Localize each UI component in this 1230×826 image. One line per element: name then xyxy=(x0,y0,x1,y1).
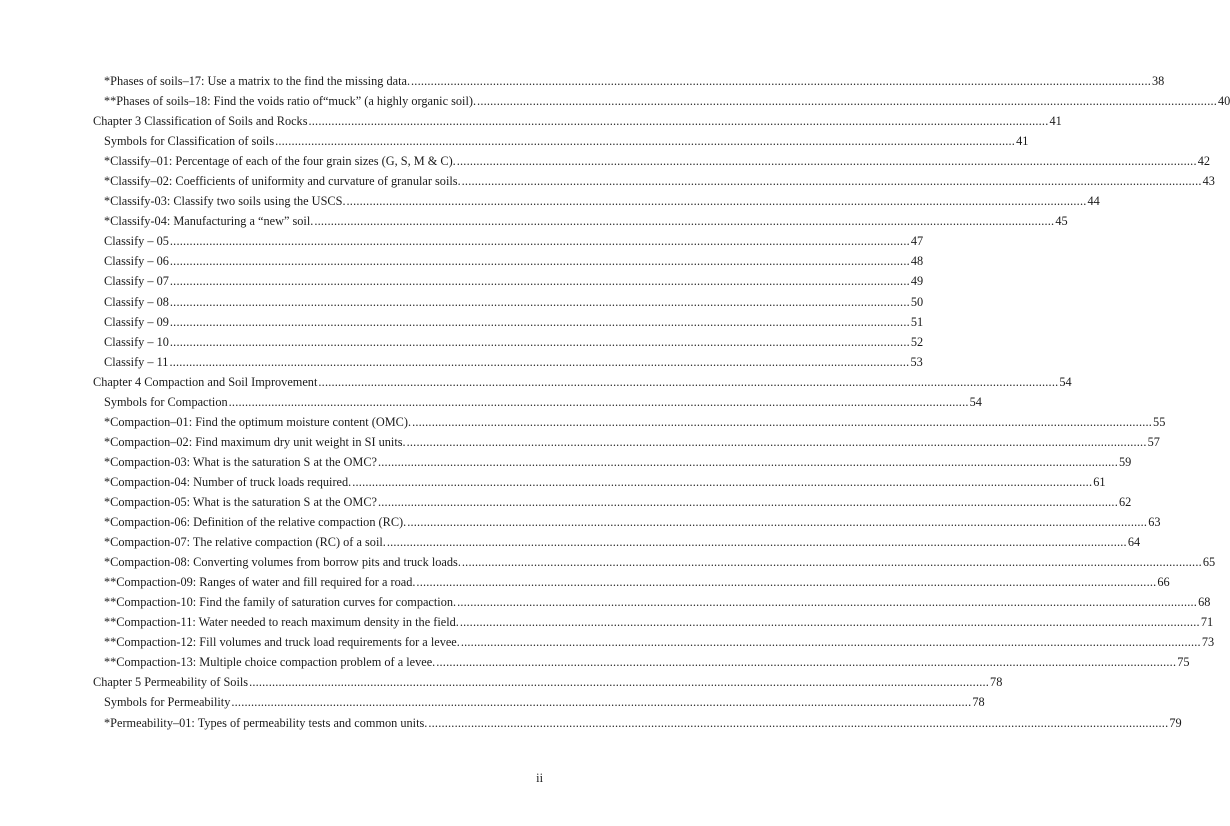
toc-entry-title: *Compaction-06: Definition of the relative compaction (RC). xyxy=(104,515,407,530)
toc-entry-title: *Compaction-08: Converting volumes from borrow pits and truck loads. xyxy=(104,555,461,570)
toc-entry-title: **Compaction-10: Find the family of saturation curves for compaction. xyxy=(104,595,457,610)
toc-section-entry[interactable] xyxy=(93,131,1029,151)
toc-dot-leader xyxy=(477,91,1217,111)
toc-entry-title: Classify – 11 xyxy=(104,354,169,369)
toc-dot-leader xyxy=(169,352,909,372)
toc-entry-page: 63 xyxy=(1148,515,1161,530)
toc-entry-page: 44 xyxy=(1087,194,1100,209)
toc-entry-page: 79 xyxy=(1169,715,1182,730)
toc-section-entry[interactable] xyxy=(93,713,1182,733)
toc-entry-page: 51 xyxy=(910,314,924,329)
toc-dot-leader xyxy=(170,251,910,271)
toc-entry-page: 75 xyxy=(1177,655,1190,670)
toc-entry-page: 73 xyxy=(1201,635,1215,650)
toc-chapter-entry[interactable] xyxy=(93,672,1003,692)
toc-dot-leader xyxy=(170,312,910,332)
toc-entry-title: *Classify–02: Coefficients of uniformity and curvature of granular soils. xyxy=(104,174,461,189)
toc-section-entry[interactable] xyxy=(93,292,924,312)
toc-entry-page: 59 xyxy=(1118,454,1132,469)
toc-section-entry[interactable] xyxy=(93,512,1161,532)
toc-entry-title: Classify – 05 xyxy=(104,234,169,249)
toc-entry-title: Chapter 3 Classification of Soils and Rocks xyxy=(93,114,308,129)
toc-section-entry[interactable] xyxy=(93,592,1211,612)
toc-section-entry[interactable] xyxy=(93,492,1132,512)
toc-section-entry[interactable] xyxy=(93,432,1160,452)
toc-dot-leader xyxy=(170,271,910,291)
toc-entry-title: *Compaction-05: What is the saturation S at the OMC? xyxy=(104,494,377,509)
toc-entry-page: 48 xyxy=(910,254,924,269)
toc-entry-page: 50 xyxy=(910,294,924,309)
toc-entry-title: **Compaction-12: Fill volumes and truck load requirements for a levee. xyxy=(104,635,460,650)
toc-section-entry[interactable] xyxy=(93,632,1215,652)
toc-section-entry[interactable] xyxy=(93,392,982,412)
toc-entry-page: 68 xyxy=(1198,595,1211,610)
toc-section-entry[interactable] xyxy=(93,452,1132,472)
toc-dot-leader xyxy=(407,432,1147,452)
toc-dot-leader xyxy=(352,472,1092,492)
toc-entry-title: Classify – 07 xyxy=(104,274,169,289)
toc-entry-title: Chapter 5 Permeability of Soils xyxy=(93,675,249,690)
toc-section-entry[interactable] xyxy=(93,472,1106,492)
toc-entry-page: 54 xyxy=(969,394,982,409)
toc-dot-leader xyxy=(231,692,971,712)
toc-entry-title: **Compaction-13: Multiple choice compaction problem of a levee. xyxy=(104,655,436,670)
toc-entry-title: *Phases of soils–17: Use a matrix to the find the missing data. xyxy=(104,74,411,88)
toc-dot-leader xyxy=(275,131,1015,151)
toc-entry-title: *Permeability–01: Types of permeability tests and common units. xyxy=(104,715,428,730)
toc-section-entry[interactable] xyxy=(93,251,924,271)
toc-entry-page: 52 xyxy=(910,334,924,349)
toc-entry-page: 61 xyxy=(1093,474,1106,489)
toc-entry-title: *Classify-03: Classify two soils using the USCS. xyxy=(104,194,346,209)
toc-dot-leader xyxy=(428,713,1168,733)
toc-dot-leader xyxy=(314,211,1054,231)
toc-dot-leader xyxy=(462,552,1202,572)
toc-section-entry[interactable] xyxy=(93,612,1214,632)
toc-entry-page: 38 xyxy=(1152,74,1165,88)
toc-section-entry[interactable] xyxy=(93,171,1215,191)
toc-section-entry[interactable] xyxy=(93,91,1230,111)
toc-entry-page: 78 xyxy=(990,675,1003,690)
toc-section-entry[interactable] xyxy=(93,532,1141,552)
toc-entry-page: 45 xyxy=(1055,214,1068,229)
toc-entry-page: 71 xyxy=(1200,615,1214,630)
toc-dot-leader xyxy=(378,452,1118,472)
toc-section-entry[interactable] xyxy=(93,332,924,352)
toc-entry-page: 54 xyxy=(1059,374,1072,389)
toc-entry-title: *Classify-04: Manufacturing a “new” soil. xyxy=(104,214,314,229)
page-number: ii xyxy=(536,771,543,785)
toc-entry-page: 66 xyxy=(1157,575,1170,590)
toc-section-entry[interactable] xyxy=(93,312,924,332)
toc-entry-page: 53 xyxy=(910,354,923,369)
toc-section-entry[interactable] xyxy=(93,412,1166,432)
toc-entry-page: 55 xyxy=(1153,414,1166,429)
toc-dot-leader xyxy=(387,532,1127,552)
toc-section-entry[interactable] xyxy=(93,191,1100,211)
toc-entry-page: 41 xyxy=(1016,134,1029,149)
toc-entry-page: 40 xyxy=(1218,94,1230,109)
toc-dot-leader xyxy=(170,292,910,312)
toc-entry-title: *Compaction-04: Number of truck loads required. xyxy=(104,474,352,489)
toc-section-entry[interactable] xyxy=(93,352,923,372)
toc-entry-page: 42 xyxy=(1197,154,1211,169)
toc-entry-title: *Classify–01: Percentage of each of the four grain sizes (G, S, M & C). xyxy=(104,154,456,169)
toc-dot-leader xyxy=(229,392,969,412)
toc-chapter-entry[interactable] xyxy=(93,372,1072,392)
toc-entry-page: 43 xyxy=(1202,174,1215,189)
toc-dot-leader xyxy=(347,191,1087,211)
toc-dot-leader xyxy=(457,151,1197,171)
table-of-contents xyxy=(93,71,1230,733)
toc-entry-title: **Phases of soils–18: Find the voids ratio of“muck” (a highly organic soil). xyxy=(104,94,477,109)
toc-dot-leader xyxy=(309,111,1049,131)
toc-section-entry[interactable] xyxy=(93,572,1170,592)
toc-entry-page: 64 xyxy=(1127,535,1141,550)
toc-dot-leader xyxy=(249,672,989,692)
toc-entry-page: 47 xyxy=(910,234,924,249)
toc-dot-leader xyxy=(170,332,910,352)
toc-entry-page: 41 xyxy=(1049,114,1062,129)
toc-entry-page: 57 xyxy=(1147,434,1160,449)
toc-entry-page: 78 xyxy=(972,695,985,710)
toc-entry-title: Classify – 09 xyxy=(104,314,169,329)
toc-dot-leader xyxy=(170,231,910,251)
toc-entry-page: 65 xyxy=(1202,555,1216,570)
toc-dot-leader xyxy=(378,492,1118,512)
toc-dot-leader xyxy=(460,612,1200,632)
toc-dot-leader xyxy=(416,572,1156,592)
toc-section-entry[interactable] xyxy=(93,652,1190,672)
toc-dot-leader xyxy=(411,71,1151,91)
toc-entry-page: 62 xyxy=(1118,494,1132,509)
toc-entry-title: Classify – 06 xyxy=(104,254,169,269)
toc-entry-title: Classify – 08 xyxy=(104,294,169,309)
toc-entry-title: Symbols for Permeability xyxy=(104,695,231,710)
toc-section-entry[interactable] xyxy=(93,231,924,251)
toc-entry-title: Symbols for Classification of soils xyxy=(104,134,275,149)
toc-section-entry[interactable] xyxy=(93,71,1165,91)
toc-entry-title: Classify – 10 xyxy=(104,334,169,349)
toc-section-entry[interactable] xyxy=(93,211,1068,231)
toc-section-entry[interactable] xyxy=(93,692,985,712)
toc-dot-leader xyxy=(318,372,1058,392)
toc-entry-title: *Compaction-03: What is the saturation S at the OMC? xyxy=(104,454,377,469)
toc-entry-title: *Compaction–02: Find maximum dry unit weight in SI units. xyxy=(104,434,406,449)
toc-dot-leader xyxy=(436,652,1176,672)
toc-entry-title: *Compaction–01: Find the optimum moisture content (OMC). xyxy=(104,414,412,429)
toc-dot-leader xyxy=(457,592,1197,612)
toc-entry-page: 49 xyxy=(910,274,924,289)
toc-dot-leader xyxy=(462,171,1202,191)
toc-entry-title: **Compaction-11: Water needed to reach maximum density in the field. xyxy=(104,615,459,630)
toc-dot-leader xyxy=(412,412,1152,432)
toc-entry-title: *Compaction-07: The relative compaction (RC) of a soil. xyxy=(104,535,386,550)
toc-dot-leader xyxy=(461,632,1201,652)
toc-entry-title: Symbols for Compaction xyxy=(104,394,228,409)
toc-chapter-entry[interactable] xyxy=(93,111,1062,131)
toc-section-entry[interactable] xyxy=(93,552,1216,572)
toc-dot-leader xyxy=(407,512,1147,532)
toc-entry-title: Chapter 4 Compaction and Soil Improvement xyxy=(93,374,318,389)
toc-section-entry[interactable] xyxy=(93,151,1211,171)
toc-entry-title: **Compaction-09: Ranges of water and fill required for a road. xyxy=(104,575,416,590)
toc-section-entry[interactable] xyxy=(93,271,924,291)
